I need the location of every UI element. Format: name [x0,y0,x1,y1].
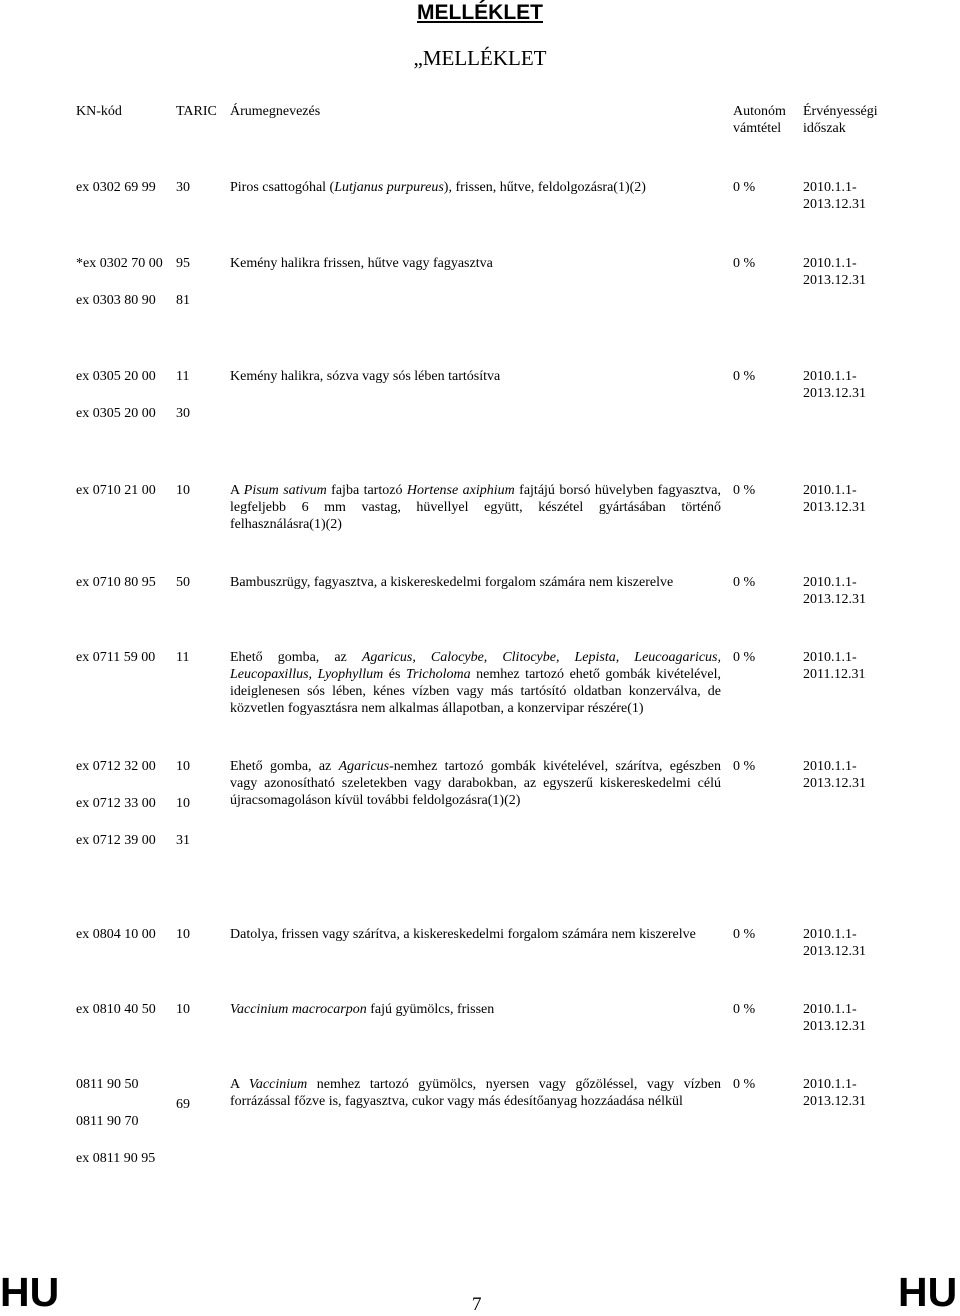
description-text: -nemhez tartozó gombák kivételével, szárítva, egészben vagy azonosítható szeletekben vagy darabokban, az egyszerű kiskereskedelmi célú újracsomagoláson kívül további feldolgozásra(1)(2) [230,759,721,808]
taric-cell [176,1001,224,1018]
validity-start: 2010.1.1- [803,759,857,774]
kn-code-cell [76,179,171,196]
validity-cell [803,758,893,792]
validity-start: 2010.1.1- [803,1077,857,1092]
validity-end: 2013.12.31 [803,1094,866,1109]
footer-language-left: HU [0,1269,60,1315]
kn-code-cell [76,1076,171,1167]
validity-start: 2010.1.1- [803,256,857,271]
description-text: ), frissen, hűtve, feldolgozásra(1)(2) [443,180,646,195]
taric-code: 10 [176,759,190,774]
kn-code-cell [76,926,171,943]
rate-cell: 0 % [733,1002,756,1017]
taric-code: 11 [176,650,190,665]
rate-cell: 0 % [733,927,756,942]
kn-code: ex 0712 32 00 [76,759,156,774]
validity-cell [803,1076,893,1110]
description-text: Ehető gomba, az [230,650,362,665]
taric-cell [176,574,224,591]
rate-cell: 0 % [733,256,756,271]
validity-start: 2010.1.1- [803,180,857,195]
taric-code: 11 [176,369,190,384]
kn-code-cell [76,255,171,309]
taric-cell [176,368,224,422]
description-text: fajba tartozó [326,483,407,498]
validity-start: 2010.1.1- [803,483,857,498]
footer-language-right: HU [898,1269,958,1315]
validity-end: 2011.12.31 [803,667,866,682]
taric-code: 30 [176,406,190,421]
document-subtitle: „MELLÉKLET [413,46,547,70]
header-kn-code: KN-kód [76,104,122,119]
validity-cell [803,1001,893,1035]
description-text: A [230,1077,249,1092]
description-text: Piros csattogóhal ( [230,180,335,195]
description-text: Bambuszrügy, fagyasztva, a kiskereskedelmi forgalom számára nem kiszerelve [230,575,674,590]
validity-cell [803,255,893,289]
taric-code: 69 [176,1097,190,1112]
kn-code: 0811 90 70 [76,1114,139,1129]
description-cell [230,649,721,717]
rate-cell: 0 % [733,1077,756,1092]
description-text: fajtájú borsó hüvelyben fagyasztva, legfeljebb 6 mm vastag, hüvellyel együtt, készétel gyártásában történő felhasználásra(1)(2) [230,483,721,532]
rate-cell: 0 % [733,180,756,195]
taric-cell [176,649,224,666]
rate-cell: 0 % [733,483,756,498]
validity-end: 2013.12.31 [803,500,866,515]
taric-cell [176,926,224,943]
taric-code: 30 [176,180,190,195]
kn-code: ex 0302 69 99 [76,180,156,195]
header-rate-line2: vámtétel [733,121,782,136]
kn-code: *ex 0302 70 00 [76,256,163,271]
description-cell [230,574,721,591]
taric-code: 50 [176,575,190,590]
validity-end: 2013.12.31 [803,1019,866,1034]
description-text: Ehető gomba, az [230,759,339,774]
validity-end: 2013.12.31 [803,944,866,959]
description-cell [230,758,721,809]
taric-code: 31 [176,833,190,848]
kn-code-cell [76,1001,171,1018]
validity-start: 2010.1.1- [803,650,857,665]
description-italic-text: Vaccinium macrocarpon [230,1002,367,1017]
description-cell [230,368,721,385]
kn-code: ex 0711 59 00 [76,650,156,665]
kn-code: ex 0303 80 90 [76,293,156,308]
description-cell [230,1076,721,1110]
description-italic-text: Pisum sativum [243,483,327,498]
rate-cell: 0 % [733,575,756,590]
description-text: és [383,667,406,682]
description-italic-text: Tricholoma [406,667,471,682]
kn-code: ex 0712 39 00 [76,833,156,848]
page-number: 7 [472,1294,482,1315]
kn-code-cell [76,482,171,499]
kn-code-cell [76,368,171,422]
kn-code: ex 0804 10 00 [76,927,156,942]
validity-end: 2013.12.31 [803,776,866,791]
validity-end: 2013.12.31 [803,386,866,401]
rate-cell: 0 % [733,650,756,665]
description-italic-text: Agaricus, Calocybe, Clitocybe, Lepista, Leucoagaricus, Leucopaxillus, Lyophyllum [230,650,722,682]
header-validity-line2: időszak [803,121,846,136]
validity-cell [803,482,893,516]
validity-start: 2010.1.1- [803,927,857,942]
taric-cell [176,179,224,196]
header-rate-line1: Autonóm [733,104,786,119]
kn-code: ex 0305 20 00 [76,369,156,384]
rate-cell: 0 % [733,369,756,384]
taric-code: 10 [176,1002,190,1017]
validity-end: 2013.12.31 [803,197,866,212]
header-validity [803,103,893,137]
description-italic-text: Agaricus [338,759,390,774]
description-cell [230,1001,721,1018]
kn-code: ex 0712 33 00 [76,796,156,811]
header-rate [733,103,793,137]
validity-cell [803,574,893,608]
kn-code: 0811 90 50 [76,1077,139,1092]
description-text: Datolya, frissen vagy szárítva, a kiskereskedelmi forgalom számára nem kiszerelve [230,927,696,942]
taric-code: 95 [176,256,190,271]
description-text: A [230,483,244,498]
description-cell [230,926,721,943]
validity-cell [803,368,893,402]
description-text: nemhez tartozó ehető gombák kivételével, ideiglenesen sós lében, kénes vízben vagy más tartósító oldatban konzerválva, de közvetlen fogyasztásra nem alkalmas állapotban, a konzervipar részére(1) [230,667,721,716]
rate-cell: 0 % [733,759,756,774]
taric-code: 10 [176,483,190,498]
taric-cell [176,482,224,499]
taric-cell [176,1076,224,1113]
description-text: Kemény halikra, sózva vagy sós lében tartósítva [230,369,501,384]
validity-start: 2010.1.1- [803,575,857,590]
validity-start: 2010.1.1- [803,1002,857,1017]
validity-end: 2013.12.31 [803,592,866,607]
description-cell [230,255,721,272]
description-text: nemhez tartozó gyümölcs, nyersen vagy gőzöléssel, vagy vízben forrázással főzve is, fagyasztva, cukor vagy más édesítőanyag hozzáadása nélkül [230,1077,721,1109]
header-validity-line1: Érvényességi [803,104,878,119]
description-text: Kemény halikra frissen, hűtve vagy fagyasztva [230,256,493,271]
kn-code: ex 0710 80 95 [76,575,156,590]
header-taric: TARIC [176,104,217,119]
description-cell [230,482,721,533]
kn-code: ex 0710 21 00 [76,483,156,498]
validity-cell [803,649,893,683]
description-text: fajú gyümölcs, frissen [366,1002,495,1017]
kn-code-cell [76,758,171,849]
kn-code: ex 0305 20 00 [76,406,156,421]
taric-cell [176,758,224,849]
validity-start: 2010.1.1- [803,369,857,384]
validity-cell [803,926,893,960]
kn-code: ex 0811 90 95 [76,1151,156,1166]
description-italic-text: Vaccinium [248,1077,308,1092]
taric-cell [176,255,224,309]
document-title: MELLÉKLET [417,1,543,24]
kn-code-cell [76,649,171,666]
taric-code: 81 [176,293,190,308]
description-italic-text: Hortense axiphium [406,483,515,498]
header-description: Árumegnevezés [230,104,321,119]
validity-end: 2013.12.31 [803,273,866,288]
validity-cell [803,179,893,213]
taric-code: 10 [176,927,190,942]
description-cell [230,179,721,196]
kn-code: ex 0810 40 50 [76,1002,156,1017]
kn-code-cell [76,574,171,591]
taric-code: 10 [176,796,190,811]
description-italic-text: Lutjanus purpureus [334,180,444,195]
